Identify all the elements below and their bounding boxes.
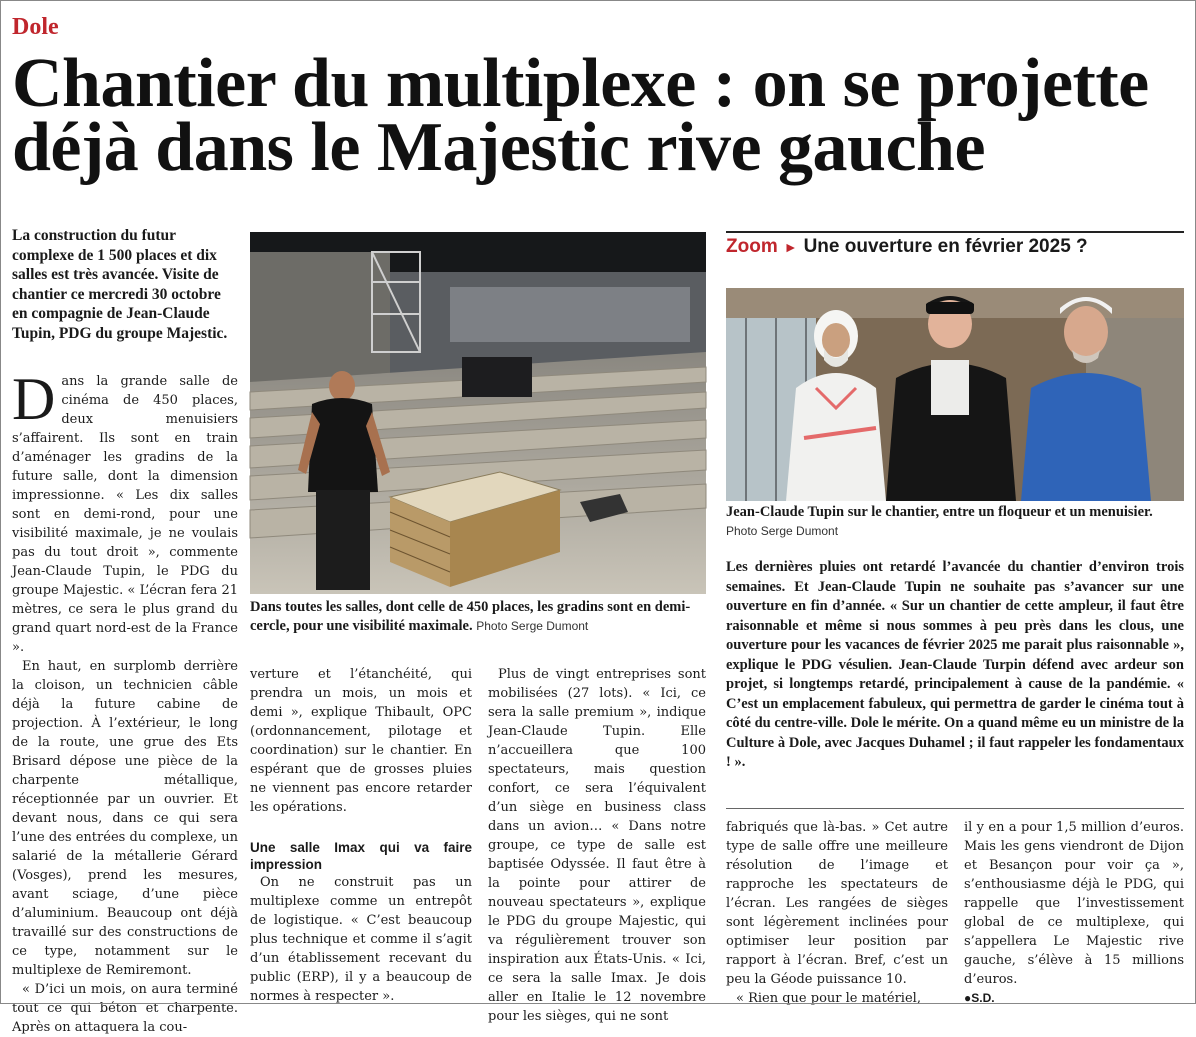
zoom-photo-caption	[726, 503, 1184, 541]
article-signature: ●S.D.	[964, 991, 995, 1005]
article-paragraph-5: Plus de vingt entreprises sont mobilisées (27 lots). « Ici, ce sera la salle premium », indique Jean-Claude Tupin. Elle n’accueillera que 100 spectateurs, mais question confort, ce sera l’équivalent d’un siège en business class dans un avion… « Dans notre groupe, ce type de salle est baptisée Odyssée. Il faut être à la pointe pour attirer de nouveau spectateurs », explique le PDG du groupe Majestic, qui va régulièrement trouver son inspiration aux États-Unis. « Ici, ce sera la salle Imax. Je dois aller en Italie le 12 novembre pour les sièges, qui ne sont	[488, 667, 706, 1024]
article-paragraph-1: Dans la grande salle de cinéma de 450 places, deux menuisiers s’affairent. Ils sont en train d’aménager les gradins de la future salle, dont la dimension impressionne. « Les dix salles sont en demi-rond, pour une visibilité maximale, je ne voulais pas du tout droit », commente Jean-Claude Tupin, le PDG du groupe Majestic. « L’écran fera 21 mètres, ce sera le plus grand du grand quart nord-est de la France ».	[12, 366, 238, 655]
zoom-title: Une ouverture en février 2025 ?	[803, 236, 1088, 257]
zoom-photo	[726, 288, 1184, 501]
article-paragraph-4: On ne construit pas un multiplexe comme un entrepôt de logistique. « C’est beaucoup plus technique et comme il s’agit d’un établissement recevant du public (ERP), il y a beaucoup de normes à respecter ».	[250, 875, 472, 1004]
divider	[726, 808, 1184, 809]
article-paragraph-3-cont: verture et l’étanchéité, qui prendra un mois, un mois et demi », explique Thibault, OPC (ordonnancement, pilotage et coordination) sur le chantier. En espérant que de grosses pluies ne viennent pas encore retarder les opérations.	[250, 667, 472, 815]
drop-cap: D	[12, 366, 56, 432]
article-column-3	[488, 665, 706, 1026]
article-paragraph-6: « Rien que pour le matériel,	[736, 991, 921, 1006]
article-paragraph-3: « D’ici un mois, on aura terminé tout ce qui béton et charpente. Après on attaquera la cou-	[12, 982, 238, 1035]
zoom-label: Zoom	[726, 236, 778, 257]
article-lead: La construction du futur complexe de 1 500 places et dix salles est très avancée. Visite de chantier ce mercredi 30 octobre en compagnie de Jean-Claude Tupin, PDG du groupe Majestic.	[12, 227, 228, 342]
zoom-text: Les dernières pluies ont retardé l’avancée du chantier d’environ trois semaines. Et Jean-Claude Tupin ne souhaite pas s’avancer sur une ouverture en fin d’année. « Sur un chantier de cette ampleur, il faut être raisonnable et même si nous sommes à peu près dans les clous, une ouverture pour les vacances de février 2025 me parait plus raisonnable », explique le PDG vésulien. Jean-Claude Turpin défend avec ardeur son projet, si longtemps retardé, principalement à cause de la pandémie. « C’est un emplacement fabuleux, qui permettra de garder le cinéma tout à côté du centre-ville. Dole le mérite. On a quand même eu un ministre de la Culture à Dole, avec Jacques Duhamel ; il faut rappeler les fondamentaux ! ».	[726, 559, 1184, 770]
article-column-5	[964, 818, 1184, 1008]
article-column-2	[250, 665, 472, 1006]
zoom-photo-caption-text: Jean-Claude Tupin sur le chantier, entre un floqueur et un menuisier.	[726, 504, 1153, 520]
main-photo-credit: Photo Serge Dumont	[476, 619, 589, 633]
main-photo-caption	[250, 598, 706, 636]
article-subhead: Une salle Imax qui va faire impression	[250, 840, 472, 872]
main-photo-caption-text: Dans toutes les salles, dont celle de 450 places, les gradins sont en demi-cercle, pour une visibilité maximale.	[250, 599, 691, 634]
zoom-top-rule	[726, 231, 1184, 233]
article-column-4	[726, 818, 948, 1008]
zoom-header	[726, 236, 1088, 258]
article-paragraph-6-cont: il y en a pour 1,5 million d’euros. Mais les gens viendront de Dijon et Besançon pour voir ça », s’enthousiasme déjà le PDG, qui rappelle que l’investissement global de ce multiplexe, qui s’appellera Le Majestic rive gauche, s’élève à 15 millions d’euros.	[964, 820, 1184, 987]
construction-site-photo	[250, 232, 706, 594]
article-headline: Chantier du multiplexe : on se projette déjà dans le Majestic rive gauche	[12, 45, 1149, 186]
article-column-1	[12, 366, 238, 1037]
article-paragraph-5-cont: fabriqués que là-bas. » Cet autre type de salle offre une meilleure résolution de l’image et rapproche les spectateurs de l’écran. Les rangées de sièges sont légèrement inclinées pour optimiser leur position par rapport à l’écran. Bref, c’est un peu la Géode puissance 10.	[726, 820, 948, 987]
section-kicker: Dole	[12, 14, 59, 40]
zoom-photo-credit: Photo Serge Dumont	[726, 524, 839, 538]
arrow-right-icon: ►	[783, 239, 798, 255]
article-paragraph-2: En haut, en surplomb derrière la cloison, un technicien câble déjà la future cabine de projection. À l’extérieur, le long de la route, une grue des Ets Brisard dépose une pièce de la charpente métallique, réceptionnée par un ouvrier. Et devant nous, dans ce qui sera l’une des entrées du complexe, un salarié de la métallerie Gérard (Vosges), prend les mesures, avant sciage, d’une pièce d’aluminium. Beaucoup ont déjà travaillé sur des constructions de ce type, notamment sur le multiplexe de Remiremont.	[12, 659, 238, 978]
